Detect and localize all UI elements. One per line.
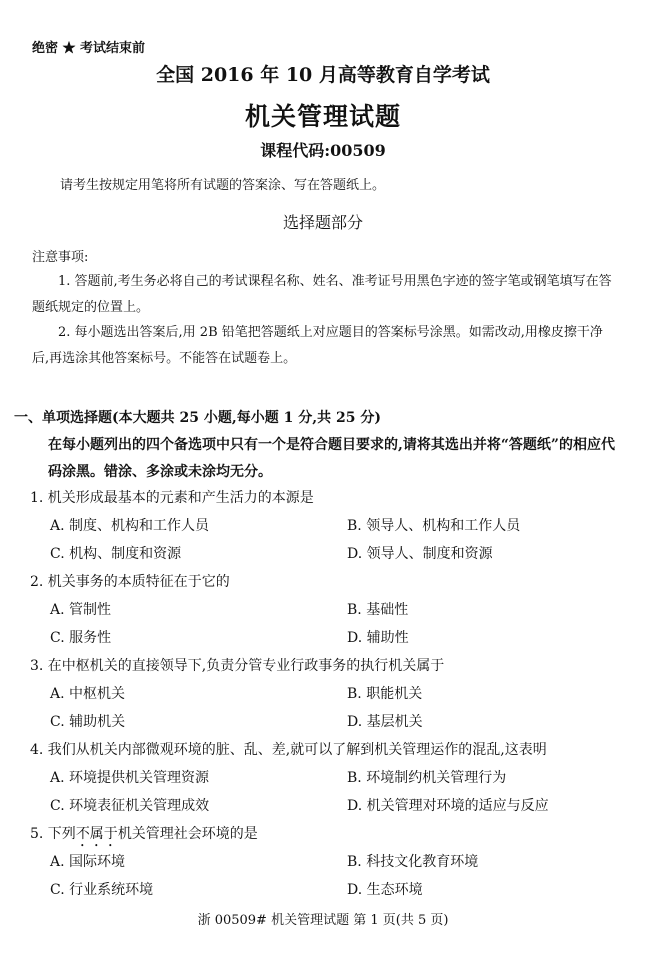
option-c: C. 环境表征机关管理成效 — [50, 798, 210, 814]
option-b: B. 基础性 — [347, 602, 409, 618]
option-c: C. 机构、制度和资源 — [50, 546, 182, 562]
emphasized-term: 不属于 — [75, 826, 118, 842]
section-description: 在每小题列出的四个备选项中只有一个是符合题目要求的,请将其选出并将“答题纸”的相应代码涂黑。错涂、多涂或未涂均无分。 — [48, 437, 615, 480]
option-c: C. 服务性 — [50, 630, 112, 646]
option-a: A. 环境提供机关管理资源 — [50, 770, 210, 786]
confidential-label: 绝密 ★ 考试结束前 — [32, 41, 146, 56]
option-a: A. 管制性 — [50, 602, 112, 618]
answer-instruction: 请考生按规定用笔将所有试题的答案涂、写在答题纸上。 — [60, 178, 386, 193]
option-a: A. 制度、机构和工作人员 — [50, 518, 210, 534]
question-stem — [30, 823, 258, 850]
question-stem: 4. 我们从机关内部微观环境的脏、乱、差,就可以了解到机关管理运作的混乱,这表明 — [30, 742, 547, 758]
question-stem-suffix: 机关管理社会环境的是 — [117, 826, 258, 842]
option-a: A. 中枢机关 — [50, 686, 126, 702]
page-footer: 浙 00509# 机关管理试题 第 1 页(共 5 页) — [197, 913, 449, 928]
option-d: D. 领导人、制度和资源 — [347, 546, 493, 562]
option-a: A. 国际环境 — [50, 854, 126, 870]
question-stem-prefix: 5. 下列 — [30, 826, 76, 842]
option-b: B. 职能机关 — [347, 686, 423, 702]
note-item: 2. 每小题选出答案后,用 2B 铅笔把答题纸上对应题目的答案标号涂黑。如需改动,用橡皮擦干净后,再选涂其他答案标号。不能答在试题卷上。 — [32, 325, 603, 366]
option-d: D. 辅助性 — [347, 630, 409, 646]
exam-title: 全国 2016 年 10 月高等教育自学考试 — [156, 64, 490, 86]
option-c: C. 辅助机关 — [50, 714, 126, 730]
question-stem: 3. 在中枢机关的直接领导下,负责分管专业行政事务的执行机关属于 — [30, 658, 445, 674]
section-heading: 一、单项选择题(本大题共 25 小题,每小题 1 分,共 25 分) — [14, 410, 381, 426]
subject-title: 机关管理试题 — [244, 102, 401, 131]
option-b: B. 科技文化教育环境 — [347, 854, 479, 870]
course-code: 课程代码:00509 — [260, 141, 386, 160]
notes-heading: 注意事项: — [32, 250, 89, 265]
question-stem: 2. 机关事务的本质特征在于它的 — [30, 574, 230, 590]
option-d: D. 基层机关 — [347, 714, 423, 730]
option-b: B. 领导人、机构和工作人员 — [347, 518, 521, 534]
note-item: 1. 答题前,考生务必将自己的考试课程名称、姓名、准考证号用黑色字迹的签字笔或钢笔填写在答题纸规定的位置上。 — [32, 274, 612, 315]
part-title: 选择题部分 — [282, 213, 363, 232]
option-d: D. 生态环境 — [347, 882, 423, 898]
option-c: C. 行业系统环境 — [50, 882, 154, 898]
question-stem: 1. 机关形成最基本的元素和产生活力的本源是 — [30, 490, 314, 506]
option-b: B. 环境制约机关管理行为 — [347, 770, 507, 786]
option-d: D. 机关管理对环境的适应与反应 — [347, 798, 549, 814]
